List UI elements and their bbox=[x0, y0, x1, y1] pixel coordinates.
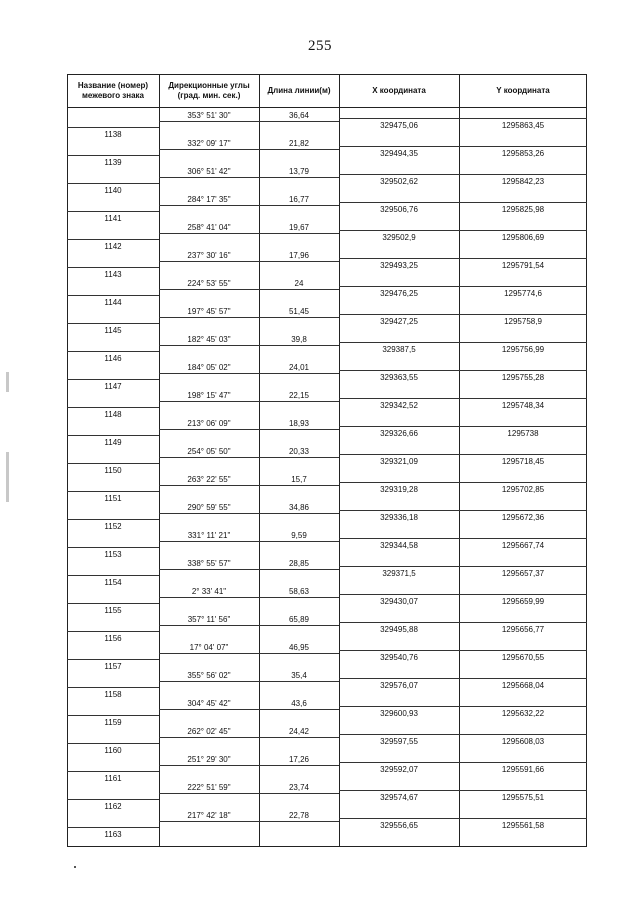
y-coordinate: 1295758,9 bbox=[504, 317, 542, 326]
row-separator bbox=[67, 239, 159, 240]
boundary-mark-name: 1157 bbox=[104, 662, 122, 671]
row-separator bbox=[159, 709, 339, 710]
row-separator bbox=[339, 314, 587, 315]
y-coordinate: 1295774,6 bbox=[504, 289, 542, 298]
row-separator bbox=[159, 289, 339, 290]
x-coordinate: 329494,35 bbox=[380, 149, 418, 158]
line-length: 35,4 bbox=[291, 671, 307, 680]
header-name: Название (номер) межевого знака bbox=[77, 80, 149, 100]
header-separator bbox=[67, 107, 587, 108]
line-length: 13,79 bbox=[288, 167, 310, 176]
line-length: 9,59 bbox=[291, 531, 307, 540]
y-coordinate: 1295575,51 bbox=[501, 793, 545, 802]
line-length: 15,7 bbox=[291, 475, 307, 484]
row-separator bbox=[159, 513, 339, 514]
y-coordinate: 1295591,66 bbox=[501, 765, 545, 774]
line-length: 39,8 bbox=[291, 335, 307, 344]
direction-angle: 184° 05' 02" bbox=[187, 363, 231, 372]
row-separator bbox=[159, 177, 339, 178]
direction-angle: 331° 11' 21" bbox=[187, 531, 231, 540]
x-coordinate: 329427,25 bbox=[380, 317, 418, 326]
line-length: 24,42 bbox=[288, 727, 310, 736]
boundary-mark-name: 1150 bbox=[104, 466, 122, 475]
line-length: 18,93 bbox=[288, 419, 310, 428]
line-length: 46,95 bbox=[288, 643, 310, 652]
boundary-mark-name: 1142 bbox=[104, 242, 122, 251]
y-coordinate: 1295668,04 bbox=[501, 681, 545, 690]
row-separator bbox=[339, 734, 587, 735]
boundary-mark-name: 1153 bbox=[104, 550, 122, 559]
line-length: 19,67 bbox=[288, 223, 310, 232]
boundary-mark-name: 1149 bbox=[104, 438, 122, 447]
boundary-mark-name: 1152 bbox=[104, 522, 122, 531]
scan-speck bbox=[74, 866, 76, 868]
row-separator bbox=[339, 622, 587, 623]
x-coordinate: 329506,76 bbox=[380, 205, 418, 214]
line-length: 58,63 bbox=[288, 587, 310, 596]
boundary-mark-name: 1145 bbox=[104, 326, 122, 335]
direction-angle: 284° 17' 35" bbox=[187, 195, 231, 204]
boundary-mark-name: 1146 bbox=[104, 354, 122, 363]
x-coordinate: 329326,66 bbox=[380, 429, 418, 438]
row-separator bbox=[67, 827, 159, 828]
x-coordinate: 329319,28 bbox=[380, 485, 418, 494]
row-separator bbox=[159, 765, 339, 766]
row-separator bbox=[67, 351, 159, 352]
direction-angle: 224° 53' 55" bbox=[187, 279, 231, 288]
row-separator bbox=[339, 538, 587, 539]
row-separator bbox=[159, 737, 339, 738]
y-coordinate: 1295791,54 bbox=[501, 261, 545, 270]
x-coordinate: 329597,55 bbox=[380, 737, 418, 746]
row-separator bbox=[67, 435, 159, 436]
row-separator bbox=[67, 155, 159, 156]
x-coordinate: 329363,55 bbox=[380, 373, 418, 382]
boundary-mark-name: 1161 bbox=[104, 774, 122, 783]
y-coordinate: 1295667,74 bbox=[501, 541, 545, 550]
row-separator bbox=[67, 575, 159, 576]
row-separator bbox=[339, 706, 587, 707]
x-coordinate: 329475,06 bbox=[380, 121, 418, 130]
y-coordinate: 1295863,45 bbox=[501, 121, 545, 130]
row-separator bbox=[67, 715, 159, 716]
line-length: 24,01 bbox=[288, 363, 310, 372]
direction-angle: 197° 45' 57" bbox=[187, 307, 231, 316]
row-separator bbox=[67, 295, 159, 296]
row-separator bbox=[339, 426, 587, 427]
x-coordinate: 329592,07 bbox=[380, 765, 418, 774]
y-coordinate: 1295632,22 bbox=[501, 709, 545, 718]
boundary-mark-name: 1144 bbox=[104, 298, 122, 307]
row-separator bbox=[159, 485, 339, 486]
boundary-mark-name: 1163 bbox=[104, 830, 122, 839]
row-separator bbox=[159, 261, 339, 262]
row-separator bbox=[159, 653, 339, 654]
header-length: Длина линии(м) bbox=[267, 85, 331, 95]
row-separator bbox=[159, 401, 339, 402]
x-coordinate: 329495,88 bbox=[380, 625, 418, 634]
row-separator bbox=[339, 818, 587, 819]
x-coordinate: 329342,52 bbox=[380, 401, 418, 410]
line-length: 22,78 bbox=[288, 811, 310, 820]
boundary-mark-name: 1140 bbox=[104, 186, 122, 195]
boundary-mark-name: 1156 bbox=[104, 634, 122, 643]
header-x-coordinate: X координата bbox=[372, 85, 426, 95]
row-separator bbox=[67, 323, 159, 324]
line-length: 23,74 bbox=[288, 783, 310, 792]
row-separator bbox=[339, 342, 587, 343]
row-separator bbox=[339, 790, 587, 791]
x-coordinate: 329430,07 bbox=[380, 597, 418, 606]
row-separator bbox=[67, 799, 159, 800]
x-coordinate: 329574,67 bbox=[380, 793, 418, 802]
row-separator bbox=[159, 569, 339, 570]
y-coordinate: 1295825,98 bbox=[501, 205, 545, 214]
direction-angle: 353° 51' 30" bbox=[187, 111, 231, 120]
scan-margin-mark bbox=[6, 452, 9, 502]
direction-angle: 332° 09' 17" bbox=[187, 139, 231, 148]
y-coordinate: 1295656,77 bbox=[501, 625, 545, 634]
row-separator bbox=[339, 370, 587, 371]
direction-angle: 251° 29' 30" bbox=[187, 755, 231, 764]
direction-angle: 222° 51' 59" bbox=[187, 783, 231, 792]
y-coordinate: 1295608,03 bbox=[501, 737, 545, 746]
row-separator bbox=[67, 491, 159, 492]
direction-angle: 213° 06' 09" bbox=[187, 419, 231, 428]
row-separator bbox=[159, 345, 339, 346]
x-coordinate: 329600,93 bbox=[380, 709, 418, 718]
y-coordinate: 1295672,36 bbox=[501, 513, 545, 522]
row-separator bbox=[339, 118, 587, 119]
boundary-mark-name: 1155 bbox=[104, 606, 122, 615]
boundary-mark-name: 1139 bbox=[104, 158, 122, 167]
row-separator bbox=[67, 603, 159, 604]
direction-angle: 262° 02' 45" bbox=[187, 727, 231, 736]
x-coordinate: 329371,5 bbox=[382, 569, 416, 578]
row-separator bbox=[159, 373, 339, 374]
y-coordinate: 1295561,58 bbox=[501, 821, 545, 830]
scan-margin-mark bbox=[6, 372, 9, 392]
line-length: 65,89 bbox=[288, 615, 310, 624]
x-coordinate: 329540,76 bbox=[380, 653, 418, 662]
boundary-mark-name: 1160 bbox=[104, 746, 122, 755]
y-coordinate: 1295702,85 bbox=[501, 485, 545, 494]
boundary-mark-name: 1151 bbox=[104, 494, 122, 503]
row-separator bbox=[159, 233, 339, 234]
row-separator bbox=[159, 625, 339, 626]
direction-angle: 217° 42' 18" bbox=[187, 811, 231, 820]
row-separator bbox=[67, 267, 159, 268]
row-separator bbox=[339, 202, 587, 203]
y-coordinate: 1295659,99 bbox=[501, 597, 545, 606]
row-separator bbox=[339, 566, 587, 567]
direction-angle: 263° 22' 55" bbox=[187, 475, 231, 484]
line-length: 17,26 bbox=[288, 755, 310, 764]
row-separator bbox=[339, 398, 587, 399]
boundary-mark-name: 1143 bbox=[104, 270, 122, 279]
row-separator bbox=[67, 743, 159, 744]
row-separator bbox=[339, 482, 587, 483]
row-separator bbox=[67, 407, 159, 408]
row-separator bbox=[159, 205, 339, 206]
y-coordinate: 1295670,55 bbox=[501, 653, 545, 662]
row-separator bbox=[67, 659, 159, 660]
row-separator bbox=[339, 230, 587, 231]
boundary-mark-name: 1141 bbox=[104, 214, 122, 223]
row-separator bbox=[67, 519, 159, 520]
row-separator bbox=[339, 678, 587, 679]
row-separator bbox=[67, 631, 159, 632]
x-coordinate: 329344,58 bbox=[380, 541, 418, 550]
direction-angle: 258° 41' 04" bbox=[187, 223, 231, 232]
row-separator bbox=[159, 149, 339, 150]
row-separator bbox=[339, 174, 587, 175]
row-separator bbox=[67, 463, 159, 464]
direction-angle: 2° 33' 41" bbox=[191, 587, 227, 596]
x-coordinate: 329576,07 bbox=[380, 681, 418, 690]
row-separator bbox=[67, 211, 159, 212]
line-length: 36,64 bbox=[288, 111, 310, 120]
row-separator bbox=[339, 650, 587, 651]
row-separator bbox=[159, 681, 339, 682]
boundary-mark-name: 1159 bbox=[104, 718, 122, 727]
row-separator bbox=[339, 258, 587, 259]
line-length: 51,45 bbox=[288, 307, 310, 316]
row-separator bbox=[67, 379, 159, 380]
row-separator bbox=[339, 510, 587, 511]
row-separator bbox=[159, 597, 339, 598]
y-coordinate: 1295806,69 bbox=[501, 233, 545, 242]
y-coordinate: 1295853,26 bbox=[501, 149, 545, 158]
row-separator bbox=[67, 771, 159, 772]
row-separator bbox=[339, 762, 587, 763]
row-separator bbox=[339, 594, 587, 595]
direction-angle: 306° 51' 42" bbox=[187, 167, 231, 176]
direction-angle: 17° 04' 07" bbox=[189, 643, 229, 652]
line-length: 16,77 bbox=[288, 195, 310, 204]
y-coordinate: 1295842,23 bbox=[501, 177, 545, 186]
row-separator bbox=[67, 127, 159, 128]
row-separator bbox=[159, 457, 339, 458]
boundary-mark-name: 1147 bbox=[104, 382, 122, 391]
direction-angle: 182° 45' 03" bbox=[187, 335, 231, 344]
row-separator bbox=[159, 317, 339, 318]
x-coordinate: 329556,65 bbox=[380, 821, 418, 830]
y-coordinate: 1295718,45 bbox=[501, 457, 545, 466]
direction-angle: 338° 55' 57" bbox=[187, 559, 231, 568]
x-coordinate: 329502,62 bbox=[380, 177, 418, 186]
x-coordinate: 329502,9 bbox=[382, 233, 416, 242]
header-angle: Дирекционные углы (град. мин. сек.) bbox=[168, 80, 250, 100]
x-coordinate: 329336,18 bbox=[380, 513, 418, 522]
boundary-mark-name: 1154 bbox=[104, 578, 122, 587]
row-separator bbox=[159, 429, 339, 430]
y-coordinate: 1295748,34 bbox=[501, 401, 545, 410]
line-length: 24 bbox=[294, 279, 304, 288]
line-length: 20,33 bbox=[288, 447, 310, 456]
row-separator bbox=[339, 146, 587, 147]
row-separator bbox=[67, 183, 159, 184]
line-length: 28,85 bbox=[288, 559, 310, 568]
direction-angle: 357° 11' 56" bbox=[187, 615, 231, 624]
direction-angle: 290° 59' 55" bbox=[187, 503, 231, 512]
y-coordinate: 1295756,99 bbox=[501, 345, 545, 354]
y-coordinate: 1295657,37 bbox=[501, 569, 545, 578]
boundary-mark-name: 1158 bbox=[104, 690, 122, 699]
row-separator bbox=[159, 821, 339, 822]
boundary-mark-name: 1138 bbox=[104, 130, 122, 139]
direction-angle: 198° 15' 47" bbox=[187, 391, 231, 400]
row-separator bbox=[159, 793, 339, 794]
x-coordinate: 329321,09 bbox=[380, 457, 418, 466]
x-coordinate: 329387,5 bbox=[382, 345, 416, 354]
line-length: 17,96 bbox=[288, 251, 310, 260]
x-coordinate: 329476,25 bbox=[380, 289, 418, 298]
row-separator bbox=[67, 687, 159, 688]
boundary-mark-name: 1148 bbox=[104, 410, 122, 419]
line-length: 43,6 bbox=[291, 699, 307, 708]
direction-angle: 254° 05' 50" bbox=[187, 447, 231, 456]
x-coordinate: 329493,25 bbox=[380, 261, 418, 270]
direction-angle: 355° 56' 02" bbox=[187, 671, 231, 680]
direction-angle: 237° 30' 16" bbox=[187, 251, 231, 260]
row-separator bbox=[339, 454, 587, 455]
row-separator bbox=[159, 541, 339, 542]
line-length: 22,15 bbox=[288, 391, 310, 400]
row-separator bbox=[67, 547, 159, 548]
boundary-mark-name: 1162 bbox=[104, 802, 122, 811]
row-separator bbox=[159, 121, 339, 122]
direction-angle: 304° 45' 42" bbox=[187, 699, 231, 708]
y-coordinate: 1295755,28 bbox=[501, 373, 545, 382]
header-y-coordinate: Y координата bbox=[496, 85, 550, 95]
line-length: 21,82 bbox=[288, 139, 310, 148]
page-number: 255 bbox=[308, 38, 332, 54]
line-length: 34,86 bbox=[288, 503, 310, 512]
y-coordinate: 1295738 bbox=[507, 429, 539, 438]
row-separator bbox=[339, 286, 587, 287]
